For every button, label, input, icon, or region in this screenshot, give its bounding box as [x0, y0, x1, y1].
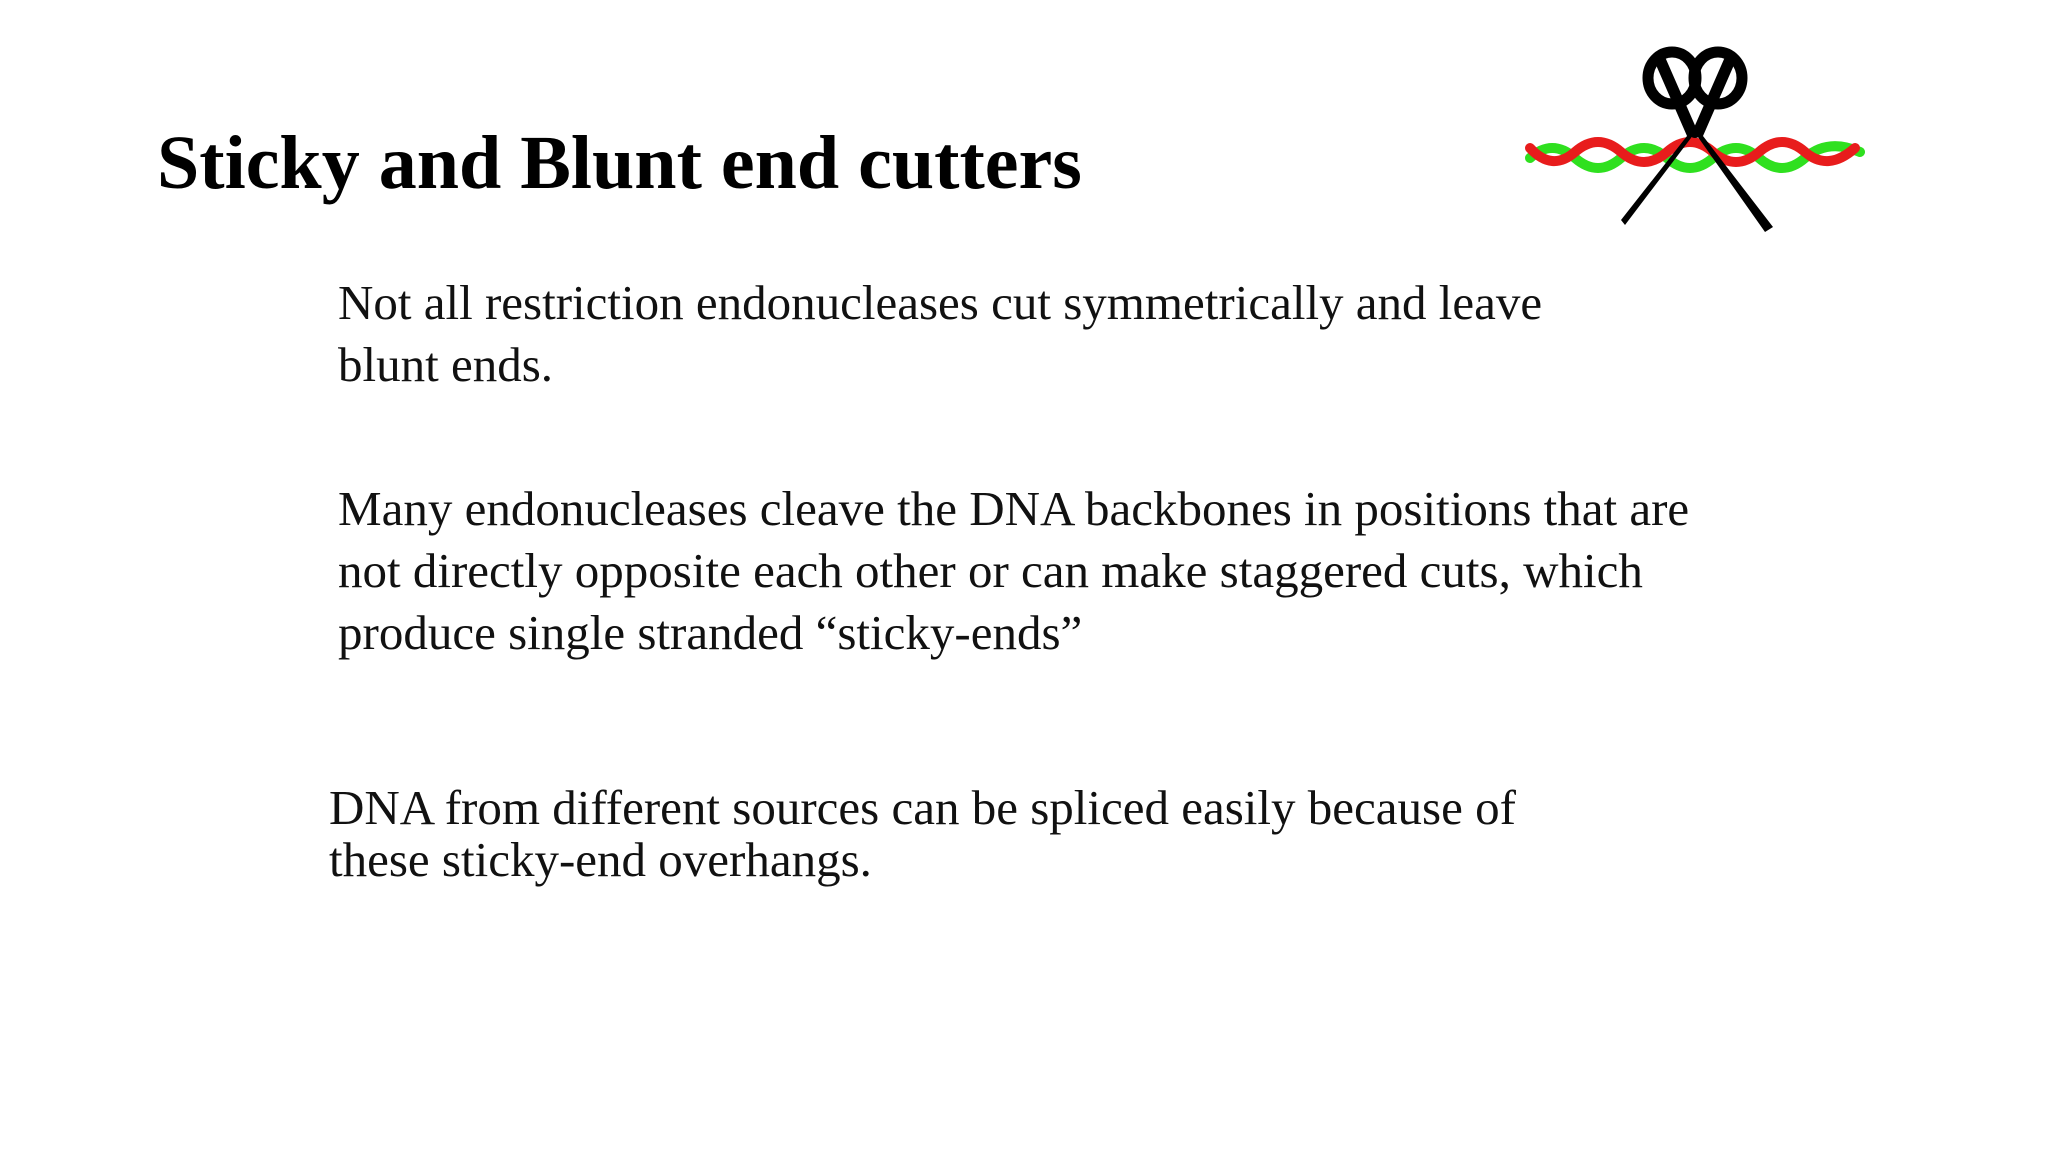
paragraph-line: blunt ends. [338, 337, 554, 392]
paragraph-splicing [329, 782, 1516, 886]
scissors-blade-right [1693, 50, 1773, 232]
paragraph-line: DNA from different sources can be spliced easily because of [329, 780, 1516, 835]
slide-title: Sticky and Blunt end cutters [157, 121, 1082, 205]
paragraph-line: Many endonucleases cleave the DNA backbones in positions that are [338, 481, 1690, 536]
paragraph-line: these sticky-end overhangs. [329, 832, 872, 887]
paragraph-blunt-ends [338, 272, 1542, 396]
scissors-pivot [1689, 126, 1701, 138]
paragraph-line: not directly opposite each other or can make staggered cuts, which [338, 543, 1643, 598]
paragraph-line: produce single stranded “sticky-ends” [338, 605, 1083, 660]
paragraph-line: Not all restriction endonucleases cut symmetrically and leave [338, 275, 1543, 330]
paragraph-staggered-cuts [338, 478, 1689, 664]
scissors-cutting-dna-icon [1525, 40, 1865, 240]
